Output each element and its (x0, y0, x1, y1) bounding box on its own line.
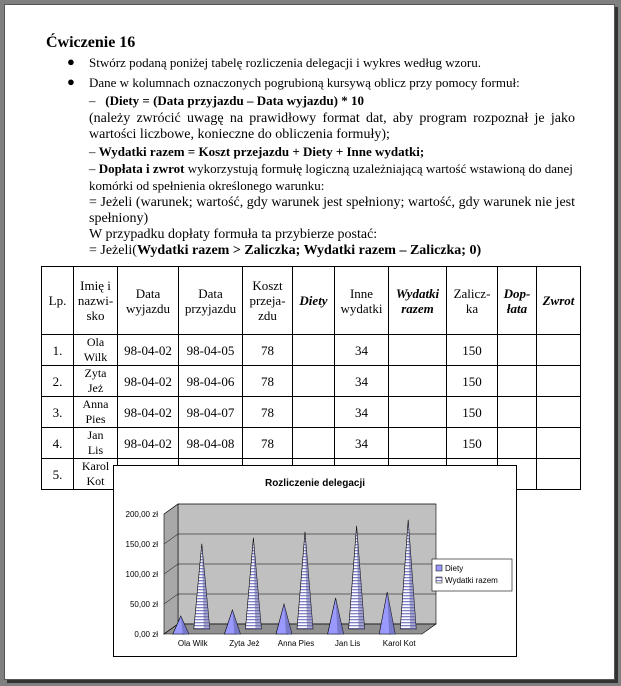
table-row (42, 428, 581, 459)
last-name: Pies (85, 412, 106, 426)
cell-cost: 78 (243, 366, 293, 397)
formula-note-2: wartości liczbowe, konieczne do obliczenia formuły); (89, 127, 390, 142)
doplata-zwrot-label: Dopłata i zwrot (98, 161, 185, 176)
y-tick-label: 0,00 zł (134, 630, 158, 639)
cell-cost: 78 (243, 428, 293, 459)
chart-frame (113, 465, 517, 657)
header-total (389, 267, 447, 335)
x-tick-label: Zyta Jeż (229, 639, 260, 648)
header-text: Imię i (80, 278, 111, 293)
cell-arrival: 98-04-08 (179, 428, 243, 459)
exercise-title: Ćwiczenie 16 (46, 34, 136, 51)
cell-advance: 150 (447, 335, 498, 366)
chart-title: Rozliczenie delegacji (264, 478, 366, 489)
header-text: zdu (258, 308, 277, 323)
cell-diety (293, 397, 335, 428)
header-text: Dop- (503, 285, 531, 301)
formula-note-1: (należy zwrócić uwagę na prawidłowy format dat, aby program rozpoznał je jako (89, 111, 575, 126)
cell-other: 34 (335, 397, 389, 428)
header-text: Zalicz- (453, 285, 491, 301)
cell-total (389, 428, 447, 459)
x-tick-label: Anna Pies (277, 639, 315, 648)
cell-name (74, 459, 118, 490)
first-name: Jan (87, 428, 104, 442)
cell-zwrot (537, 428, 581, 459)
cell-diety (293, 335, 335, 366)
y-tick-label: 200,00 zł (125, 510, 158, 519)
last-name: Wilk (83, 350, 108, 364)
legend-swatch (436, 565, 442, 571)
table-row (42, 366, 581, 397)
formula-doplata (89, 161, 573, 177)
last-name: Lis (87, 443, 104, 457)
bullet-2-text: Dane w kolumnach oznaczonych pogrubioną kursywą oblicz przy pomocy formuł: (89, 75, 520, 90)
bullet-2-marker: ● (67, 74, 75, 89)
cell-arrival: 98-04-06 (179, 366, 243, 397)
delegation-table (41, 266, 581, 490)
header-zwrot: Zwrot (537, 267, 581, 335)
formula-diety-text: (Diety = (Data przyjazdu – Data wyjazdu) * 10 (105, 93, 364, 108)
header-lp: Lp. (42, 267, 74, 335)
header-text: wyjazdu (125, 300, 171, 316)
doplata-description: wykorzystują formułę logiczną uzależniającą wartość wstawioną do danej (187, 161, 573, 176)
header-text: Wydatki (395, 285, 440, 301)
y-tick-label: 50,00 zł (129, 600, 158, 609)
last-name: Jeż (87, 381, 104, 395)
legend-label: Wydatki razem (445, 576, 498, 585)
cell-doplata (498, 428, 537, 459)
cell-other: 34 (335, 428, 389, 459)
first-name: Anna (82, 397, 109, 411)
cell-other: 34 (335, 335, 389, 366)
cell-name (74, 397, 118, 428)
header-advance (447, 267, 498, 335)
header-text: Data (198, 285, 223, 301)
legend-box (432, 559, 512, 591)
header-text: przeja- (249, 293, 286, 308)
cell-total (389, 335, 447, 366)
formula-wydatki (89, 144, 424, 160)
x-tick-label: Ola Wilk (177, 639, 208, 648)
first-name: Zyta (84, 366, 107, 380)
cell-name (74, 366, 118, 397)
cell-zwrot (537, 459, 581, 490)
header-departure (118, 267, 179, 335)
cell-cost: 78 (243, 335, 293, 366)
formula-diety (89, 93, 364, 109)
header-text: nazwi- (77, 293, 114, 308)
x-tick-label: Karol Kot (382, 639, 416, 648)
chart-plot (126, 504, 512, 648)
header-text: razem (401, 300, 434, 316)
cell-lp: 4. (42, 428, 74, 459)
dash: – (89, 161, 96, 176)
cell-other: 34 (335, 366, 389, 397)
document-page (4, 4, 615, 680)
header-text: łata (506, 300, 528, 316)
dash: – (89, 93, 96, 108)
bullet-1-marker: ● (67, 54, 75, 69)
header-cost (243, 267, 293, 335)
cell-arrival: 98-04-05 (179, 335, 243, 366)
cell-lp: 1. (42, 335, 74, 366)
header-text: przyjazdu (184, 300, 237, 316)
table-row (42, 335, 581, 366)
header-name (74, 267, 118, 335)
cell-diety (293, 366, 335, 397)
dash: – (89, 144, 96, 159)
jezeli-syntax-2: spełniony) (89, 211, 149, 226)
cell-departure: 98-04-02 (118, 366, 179, 397)
doplata-formula (89, 243, 481, 259)
header-text: ka (465, 300, 479, 316)
header-text: Data (135, 285, 161, 301)
cell-departure: 98-04-02 (118, 335, 179, 366)
cell-cost: 78 (243, 397, 293, 428)
cell-advance: 150 (447, 366, 498, 397)
cell-total (389, 397, 447, 428)
table-row (42, 397, 581, 428)
cell-zwrot (537, 335, 581, 366)
legend-label: Diety (445, 564, 464, 573)
cell-lp: 2. (42, 366, 74, 397)
last-name: Kot (86, 474, 105, 488)
delegation-chart (114, 466, 516, 656)
cell-doplata (498, 397, 537, 428)
legend-swatch (436, 577, 442, 583)
doplata-intro: W przypadku dopłaty formuła ta przybierze postać: (89, 227, 378, 242)
cell-doplata (498, 366, 537, 397)
doplata-formula-body: Wydatki razem > Zaliczka; Wydatki razem – Zaliczka; 0) (136, 243, 482, 258)
cell-arrival: 98-04-07 (179, 397, 243, 428)
formula-condition-line: komórki od spełnienia określonego warunku: (89, 178, 325, 193)
cell-doplata (498, 335, 537, 366)
y-tick-label: 150,00 zł (125, 540, 158, 549)
y-tick-label: 100,00 zł (125, 570, 158, 579)
first-name: Ola (86, 335, 105, 349)
cell-name (74, 428, 118, 459)
cell-lp: 5. (42, 459, 74, 490)
header-text: Inne (349, 285, 374, 301)
cell-diety (293, 428, 335, 459)
jezeli-prefix: = Jeżeli( (89, 243, 137, 258)
cell-advance: 150 (447, 397, 498, 428)
header-text: wydatki (340, 300, 383, 316)
jezeli-syntax-1: = Jeżeli (warunek; wartość, gdy warunek jest spełniony; wartość, gdy warunek nie jest (89, 195, 575, 210)
header-diety: Diety (293, 267, 335, 335)
header-doplata (498, 267, 537, 335)
first-name: Karol (81, 459, 110, 473)
header-text: sko (86, 308, 105, 323)
table-header-row (42, 267, 581, 335)
bullet-1-text: Stwórz podaną poniżej tabelę rozliczenia delegacji i wykres według wzoru. (89, 55, 482, 70)
cell-zwrot (537, 366, 581, 397)
cell-advance: 150 (447, 428, 498, 459)
x-tick-label: Jan Lis (334, 639, 361, 648)
cell-name (74, 335, 118, 366)
cell-total (389, 366, 447, 397)
formula-wydatki-text: Wydatki razem = Koszt przejazdu + Diety + Inne wydatki; (98, 144, 425, 159)
header-other (335, 267, 389, 335)
header-arrival (179, 267, 243, 335)
header-text: Koszt (252, 278, 283, 293)
cell-departure: 98-04-02 (118, 397, 179, 428)
cell-departure: 98-04-02 (118, 428, 179, 459)
cell-zwrot (537, 397, 581, 428)
cell-lp: 3. (42, 397, 74, 428)
